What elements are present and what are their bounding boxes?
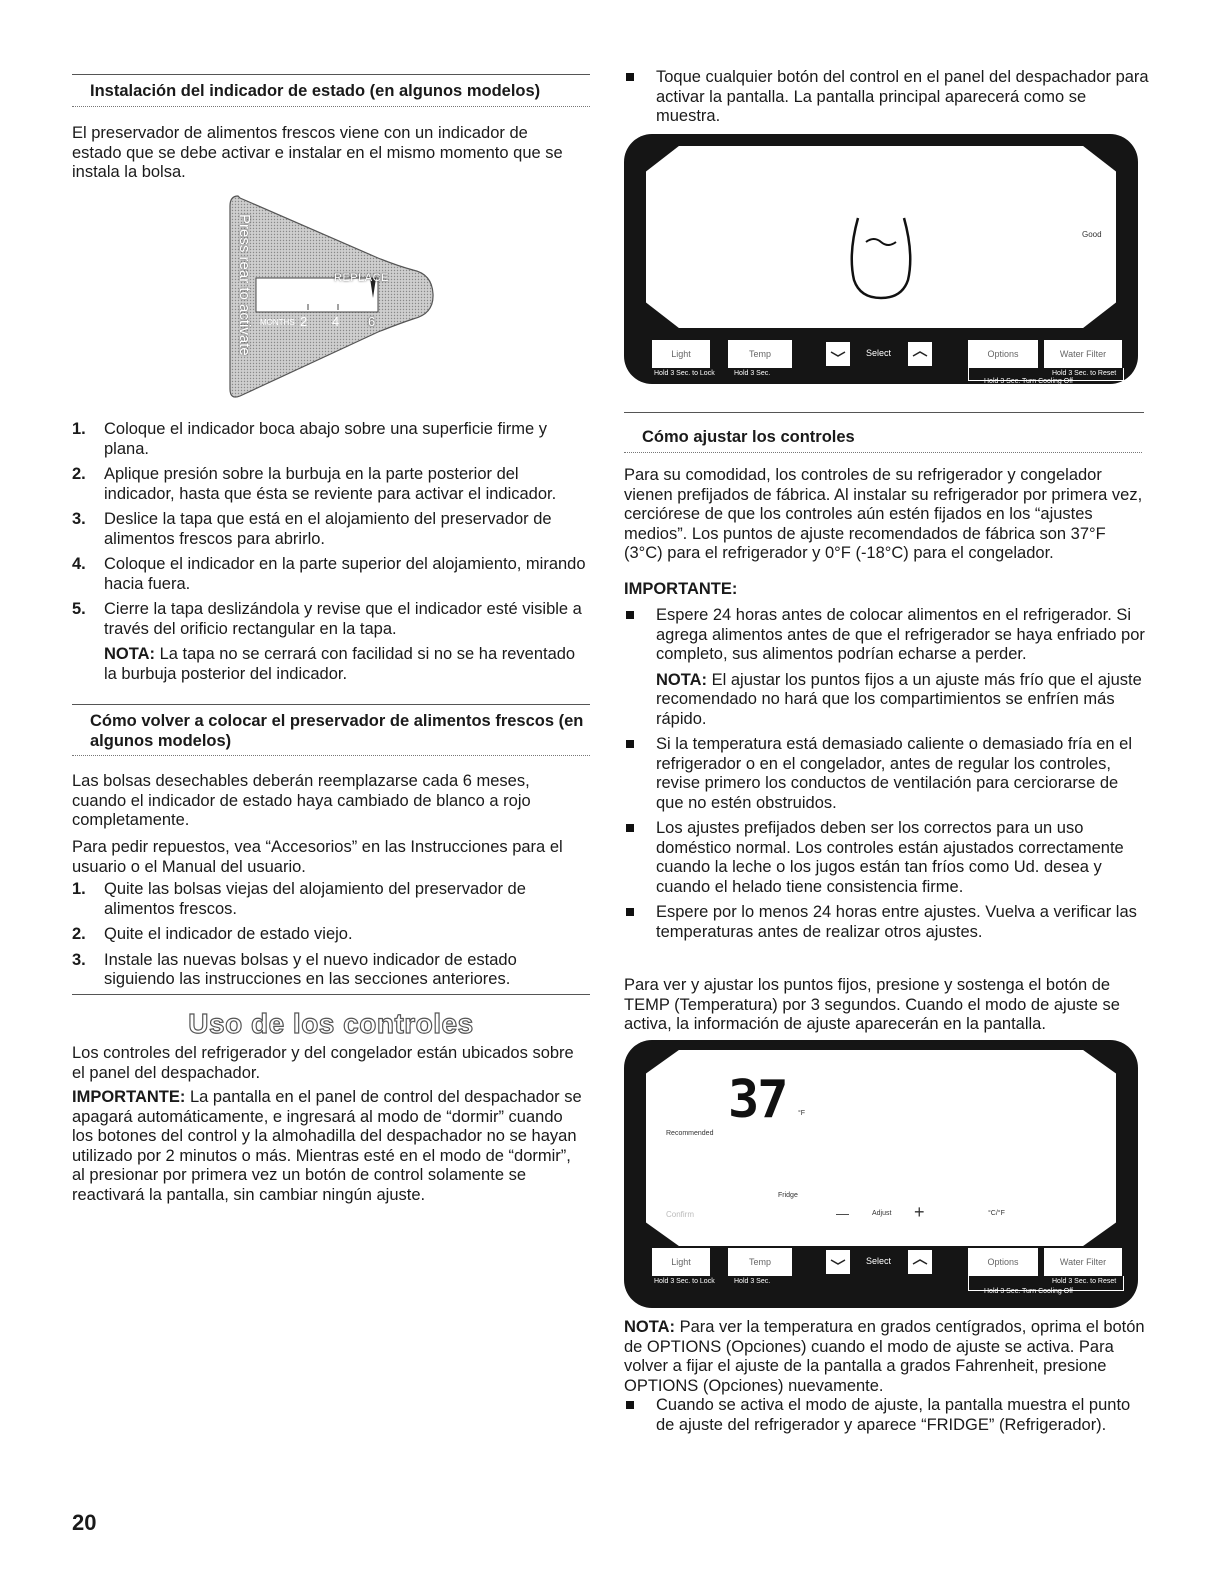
divider [624,412,1144,413]
adjust-intro: Para su comodidad, los controles de su refrigerador y congelador vienen prefijados de fábrica. Al instalar su refrigerador por primera vez, cerciórese de que los controles aún estén fijados en los “ajustes medios”. Los puntos de ajuste recomendados de fábrica son 37°F (3°C) para el refrigerador y 0°F (-18°C) para el congelador. [624,466,1143,562]
confirm-label: Confirm [666,1210,695,1219]
uso-intro: Los controles del refrigerador y del congelador están ubicados sobre el panel del despachador. [72,1044,574,1082]
water-filter-button[interactable]: Water Filter [1044,1248,1122,1276]
adjust-minus: — [836,1206,849,1221]
press-rear-label: Press rear to activate [236,214,253,356]
list-item: 1. Coloque el indicador boca abajo sobre una superficie firme y plana. [72,420,548,458]
replace-p1: Las bolsas desechables deberán reemplazarse cada 6 meses, cuando el indicador de estado haya cambiado de blanco a rojo completamente. [72,772,531,829]
adjust-bullets [624,606,1150,942]
hint-lock: Hold 3 Sec. to Lock [654,370,715,377]
adjust-label: Adjust [872,1210,892,1217]
select-label: Select [866,1256,892,1266]
section-heading-indicator: Instalación del indicador de estado (en algunos modelos) [72,78,590,107]
divider [72,704,590,705]
divider [72,74,590,75]
select-down-button[interactable] [826,342,850,366]
page-number: 20 [72,1510,97,1535]
bracket-line [968,368,1124,381]
list-item: Toque cualquier botón del control en el panel del despachador para activar la pantalla. La pantalla principal aparecerá como se muestra. [624,68,1154,127]
chevron-up-icon [908,342,932,366]
filter-status-icon [846,214,916,300]
hint-hold3: Hold 3 Sec. [734,1278,771,1285]
steps-list-1 [72,420,590,684]
steps-list-2 [72,880,590,990]
dispenser-panel-main [624,134,1138,384]
temperature-value: 37 [728,1070,787,1130]
month-2: 2 [300,314,308,329]
unit-toggle-label: °C/°F [988,1210,1005,1217]
note-inline: NOTA: El ajustar los puntos fijos a un ajuste más frío que el ajuste recomendado no hará que los compartimientos se enfríen más rápido. [656,670,1142,728]
select-up-button[interactable] [908,1250,932,1274]
list-item: Si la temperatura está demasiado caliente o demasiado fría en el refrigerador o en el congelador, antes de regular los controles, revise primero los conductos de ventilación para cerciorarse de que no estén obstruidos. [624,735,1150,813]
list-item: Cuando se activa el modo de ajuste, la pantalla muestra el punto de ajuste del refrigerador y aparece “FRIDGE” (Refrigerador). [624,1396,1150,1435]
light-button[interactable]: Light [652,340,710,368]
top-bullet-list [624,68,1154,127]
importante-heading: IMPORTANTE: [624,580,738,598]
section-heading-replace: Cómo volver a colocar el preservador de alimentos frescos (en algunos modelos) [72,708,590,756]
list-item: Espere 24 horas antes de colocar alimentos en el refrigerador. Si agrega alimentos antes de que el refrigerador se haya enfriado por completo, sus alimentos podrían echarse a perder. NOTA: El ajustar los puntos fijos a un ajuste más frío que el ajuste recomendado no hará que los compartimientos se enfríen más rápido. [624,606,1150,729]
list-item-note: NOTA: La tapa no se cerrará con facilidad si no se ha reventado la burbuja posterior del indicador. [104,645,576,683]
chevron-down-icon [826,1250,850,1274]
replace-p2: Para pedir repuestos, vea “Accesorios” en las Instrucciones para el usuario o el Manual del usuario. [72,838,563,876]
dispenser-panel-adjust [624,1040,1138,1308]
chevron-down-icon [826,342,850,366]
status-text: Good [1082,230,1102,239]
last-bullet-list [624,1396,1150,1435]
section-heading-adjust: Cómo ajustar los controles [624,424,1142,453]
options-button[interactable]: Options [968,1248,1038,1276]
list-item: 3. Instale las nuevas bolsas y el nuevo indicador de estado siguiendo las instrucciones en las secciones anteriores. [72,950,517,988]
bracket-line [968,1276,1124,1291]
months-label: MONTHS [260,318,295,327]
list-item: 2. Quite el indicador de estado viejo. [72,925,353,943]
nota-celsius: NOTA: Para ver la temperatura en grados centígrados, oprima el botón de OPTIONS (Opciones) cuando el modo de ajuste se activa. Para volver a fijar el ajuste de la pantalla a grados Fahrenheit, presione OPTIONS (Opciones) nuevamente. [624,1318,1145,1395]
list-item: Espere por lo menos 24 horas entre ajustes. Vuelva a verificar las temperaturas antes de realizar otros ajustes. [624,903,1150,942]
para-ver: Para ver y ajustar los puntos fijos, presione y sostenga el botón de TEMP (Temperatura) por 3 segundos. Cuando el modo de ajuste se activa, la información de ajuste aparecerán en la pantalla. [624,976,1120,1033]
hint-cooling: Hold 3 Sec. Turn Cooling Off [984,1288,1073,1295]
select-down-button[interactable] [826,1250,850,1274]
chevron-up-icon [908,1250,932,1274]
indicator-intro: El preservador de alimentos frescos viene con un indicador de estado que se debe activar e instalar en el mismo momento que se instala la bolsa. [72,124,563,181]
list-item: 5. Cierre la tapa deslizándola y revise que el indicador esté visible a través del orificio rectangular en la tapa. [72,600,582,638]
status-indicator-illustration [228,194,468,404]
month-6: 6 [368,314,376,329]
replace-label: REPLACE [334,272,389,284]
temp-unit: °F [798,1110,806,1117]
hint-cooling: Hold 3 Sec. Turn Cooling Off [984,378,1073,385]
hint-reset: Hold 3 Sec. to Reset [1052,1278,1117,1285]
page-title: Uso de los controles [188,1008,474,1039]
list-item: 1. Quite las bolsas viejas del alojamiento del preservador de alimentos frescos. [72,880,526,918]
options-button[interactable]: Options [968,340,1038,368]
list-item: 3. Deslice la tapa que está en el alojamiento del preservador de alimentos frescos para abrirlo. [72,510,552,548]
recommended-label: Recommended [666,1130,714,1137]
divider [72,994,590,995]
fridge-label: Fridge [778,1192,798,1199]
hint-lock: Hold 3 Sec. to Lock [654,1278,715,1285]
select-up-button[interactable] [908,342,932,366]
importante-paragraph: IMPORTANTE: La pantalla en el panel de control del despachador se apagará automáticamente, e ingresará al modo de “dormir” cuando los botones del control y la almohadilla del despachador no se hayan utilizado por 2 minutos o más. Mientras esté en el modo de “dormir”, al presionar por primera vez un botón de control solamente se reactivará la pantalla, sin cambiar ningún ajuste. [72,1088,582,1204]
list-item: Los ajustes prefijados deben ser los correctos para un uso doméstico normal. Los controles están ajustados correctamente cuando la leche o los jugos están tan fríos como Ud. desea y cuando el helado tiene consistencia firme. [624,819,1150,897]
light-button[interactable]: Light [652,1248,710,1276]
list-item: 4. Coloque el indicador en la parte superior del alojamiento, mirando hacia fuera. [72,555,586,593]
list-item: 2. Aplique presión sobre la burbuja en la parte posterior del indicador, hasta que ésta se reviente para activar el indicador. [72,465,557,503]
adjust-plus: + [914,1202,925,1222]
hint-reset: Hold 3 Sec. to Reset [1052,370,1117,377]
press-rear-label-wrap [235,214,255,394]
temp-button[interactable]: Temp [728,340,792,368]
hint-hold3: Hold 3 Sec. [734,370,771,377]
select-label: Select [866,348,892,358]
temp-button[interactable]: Temp [728,1248,792,1276]
month-4: 4 [332,314,340,329]
water-filter-button[interactable]: Water Filter [1044,340,1122,368]
